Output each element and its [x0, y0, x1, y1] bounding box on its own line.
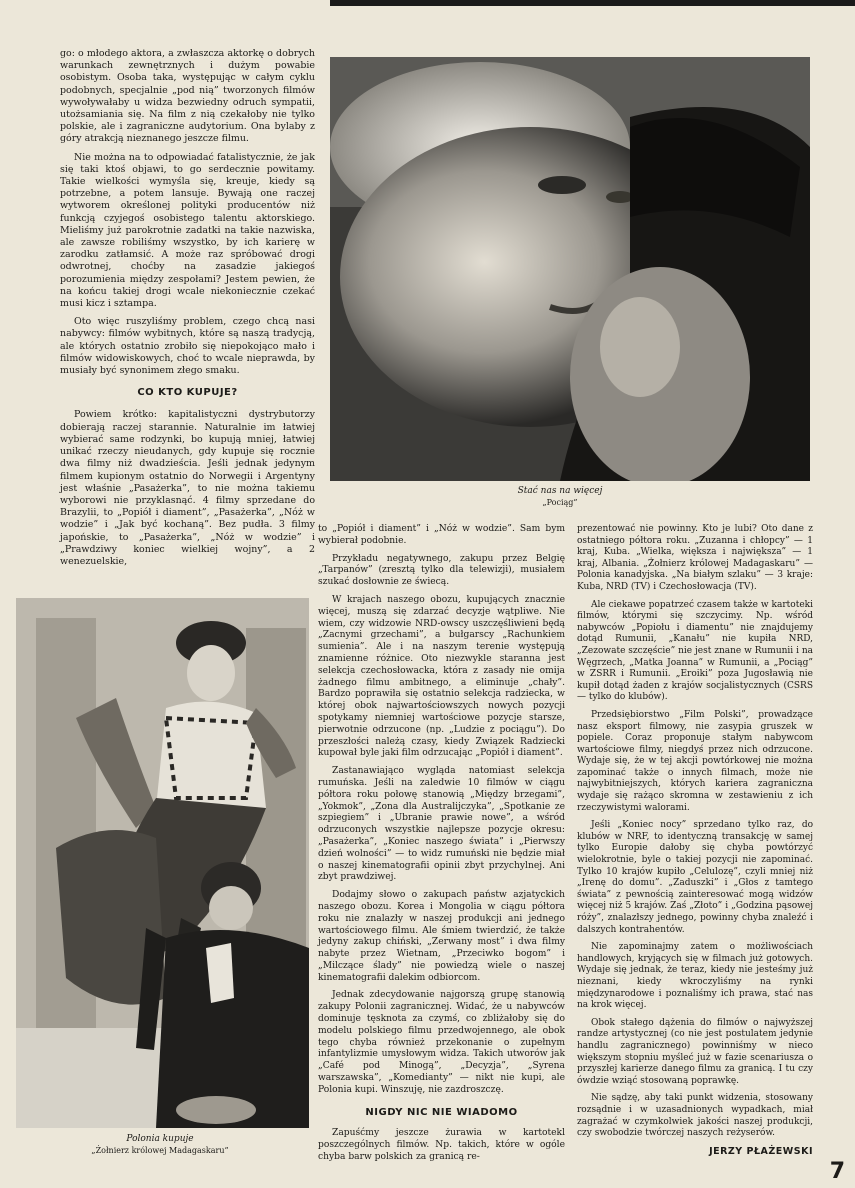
photo-train-film [330, 57, 810, 481]
top-rule [330, 0, 855, 6]
caption-text: Polonia kupuje [126, 1134, 194, 1144]
section-heading: NIGDY NIC NIE WIADOMO [365, 1106, 518, 1118]
paragraph: prezentować nie powinny. Kto je lubi? Oto dane z ostatniego półtora roku. „Zuzanna i chłopcy” — 1 kraj, Kuba. „Wielka, większa i największa” — 1 kraj, Albania. „Żołnierz królowej Madagaskaru” — Polonia kanadyjska. „Na białym szlaku” — 3 kraje: Kuba, NRD (TV) i Czechosłowacja (TV). [577, 524, 813, 592]
caption-film-title: „Pociąg” [542, 498, 578, 507]
caption-film-title: „Żołnierz królowej Madagaskaru” [91, 1146, 229, 1155]
paragraph: Przedsiębiorstwo „Film Polski”, prowadzące nasz eksport filmowy, nie zasypia gruszek w popiele. Coraz proponuje stałym nabywcom wartościowe filmy, niegdyś przez nich odrzucone. Wydaje się, że w tej akcji powtórkowej nie można zapominać także o innych filmach, może nie najwybitniejszych, których kariera zagraniczna wydaje się rażąco skromna w zestawieniu z ich rzeczywistymi walorami. [577, 709, 813, 813]
column-3 [577, 524, 813, 1157]
paragraph: Przykładu negatywnego, zakupu przez Belgię „Tarpanów” (zresztą tylko dla telewizji), musiałem szukać dosłownie ze świecą. [318, 553, 565, 588]
photo-madagascar-film [16, 598, 309, 1128]
photo-caption-1 [460, 486, 660, 508]
paragraph: Oto więc ruszyliśmy problem, czego chcą nasi nabywcy: filmów wybitnych, które są naszą tradycją, ale których ostatnio zrobiło się niepokojąco mało i filmów widowiskowych, choć to wcale nieprawda, by musiały być synonimem złego smaku. [60, 316, 315, 377]
paragraph: Obok stałego dążenia do filmów o najwyższej randze artystycznej (co nie jest postulatem jedynie handlu zagranicznego) powinniśmy w nieco większym stopniu myśleć już w fazie scenariusza o przyszłej karierze danego filmu za granicą. I tu czy ówdzie wziąć stosowaną poprawkę. [577, 1017, 813, 1086]
paragraph: Jeśli „Koniec nocy” sprzedano tylko raz, do klubów w NRF, to identyczną transakcję w samej tylko Europie dałoby się chyba powtórzyć wielokrotnie, byle o takiej pozycji nie zapominać. Tylko 10 krajów kupiło „Celulozę”, czyli mniej niż „Irenę do domu”. „Zaduszki” i „Głos z tamtego świata” z pewnością zainteresować mogą widzów więcej niż 5 krajów. Zaś „Złoto” i „Godzina pąsowej róży”, znalazłszy jednego, powinny chyba znaleźć i dalszych kontrahentów. [577, 820, 813, 935]
caption-text: Stać nas na więcej [517, 486, 603, 496]
paragraph: Nie zapominajmy zatem o możliwościach handlowych, kryjących się w filmach już gotowych. Wydaje się jednak, że teraz, kiedy nie jesteśmy już nieznani, kiedy wkroczyliśmy na rynki międzynarodowe i poznaliśmy ich prawa, stać nas na krok więcej. [577, 942, 813, 1011]
photo-caption-2 [60, 1134, 260, 1156]
paragraph: Nie można na to odpowiadać fatalistycznie, że jak się taki ktoś objawi, to go serdecznie powitamy. Takie wielkości wymyśla się, kreuje, kiedy są potrzebne, a potem lansuje. Bywają one raczej wytworem określonej polityki producentów niż funkcją czyjegoś osobistego talentu aktorskiego. Mieliśmy już parokrotnie zadatki na takie nazwiska, ale zawsze robiliśmy wszystko, by ich karierę w zarodku zatłamsić. A może raz spróbować drogi odwrotnej, choćby na zasadzie jakiegoś porozumienia między zespołami? Jestem pewien, że na końcu takiej drogi wcale niekoniecznie czekać musi kicz i sztampa. [60, 151, 315, 310]
column-1 [60, 48, 315, 574]
column-2 [318, 524, 565, 1170]
photo-kiss-image [330, 57, 810, 481]
paragraph: to „Popiół i diament” i „Nóż w wodzie”. Sam bym wybierał podobnie. [318, 524, 565, 546]
page-number: 7 [829, 1159, 845, 1184]
paragraph: Jednak zdecydowanie najgorszą grupę stanowią zakupy Polonii zagranicznej. Widać, że u nabywców dominuje tęsknota za czymś, co zbliżałoby się do modelu polskiego filmu przedwojennego, ale obok tego chyba również przekonanie o zupełnym infantylizmie umysłowym widza. Takich utworów jak „Café pod Minogą”, „Decyzja”, „Syrena warszawska”, „Komedianty” — nikt nie kupi, ale Polonia kupi. Winszuję, nie zazdroszczę. [318, 990, 565, 1095]
paragraph: go: o młodego aktora, a zwłaszcza aktorkę o dobrych warunkach zewnętrznych i dużym powabie osobistym. Osoba taka, występując w całym cyklu podobnych, specjalnie „pod nią” tworzonych filmów wywoływałaby u widza bezwiedny odruch sympatii, utożsamiania się. Na film z nią czekałoby nie tylko polskie, ale i zagraniczne audytorium. Ona bylaby z góry atrakcją nieznanego jeszcze filmu. [60, 48, 315, 145]
section-heading: CO KTO KUPUJE? [137, 387, 238, 399]
paragraph: Zapuśćmy jeszcze żurawia w kartotekl poszczególnych filmów. Np. takich, które w ogóle chyba barw polskich za granicą re- [318, 1128, 565, 1163]
author-signature: JERZY PŁAŻEWSKI [709, 1145, 813, 1157]
paragraph: Powiem krótko: kapitalistyczni dystrybutorzy dobierają raczej starannie. Naturalnie im łatwiej wybierać same rodzynki, bo kupują mniej, łatwiej unikać rzeczy nieudanych, gdy kupuje się rocznie dwa filmy niż dwadzieścia. Jeśli jednak jedynym filmem kupionym ostatnio do Norwegii i Argentyny jest właśnie „Pasażerka”, to nie można takiemu wyborowi nie przyklasnąć. 4 filmy sprzedane do Brazylii, to „Popiół i diament”, „Pasażerka”, „Nóż w wodzie” i „Jak być kochaną”. Bez pudła. 3 filmy japońskie, to „Pasażerka”, „Nóż w wodzie” i „Prawdziwy koniec wielkiej wojny”, a 2 wenezuelskie, [60, 409, 315, 567]
photo-soldier-image [16, 598, 309, 1128]
paragraph: Dodajmy słowo o zakupach państw azjatyckich naszego obozu. Korea i Mongolia w ciągu półtora roku nie znalazły w naszej produkcji ani jednego wartościowego filmu. Ale śmiem twierdzić, że także jedyny zakup chiński, „Zerwany most” i dwa filmy nabyte przez Wietnam, „Przeciwko bogom” i „Milczące ślady” nie powiedzą wiele o naszej kinematografii dalekim odbiorcom. [318, 890, 565, 983]
paragraph: W krajach naszego obozu, kupujących znacznie więcej, muszą się zdarzać decyzje wątpliwe. Nie wiem, czy widzowie NRD-owscy uszczęśliwieni będą „Zacnymi grzechami”, a bułgarscy „Rachunkiem sumienia”. Ale i na naszym terenie występują znamienne różnice. Oto niezwykle staranna jest selekcja czechosłowacka, która z zasady nie omija żadnego filmu ambitnego, a eliminuje „chały”. Bardzo poprawiła się ostatnio selekcja radziecka, w której obok najwartościowszych nowych pozycji spotykamy niemniej wartościowe pozycje starsze, pierwotnie odrzucone (np. „Ludzie z pociągu”). Do przeszłości należą czasy, kiedy Związek Radziecki kupował byle jaki film odrzucając „Popiół i diament”. [318, 594, 565, 759]
paragraph: Ale ciekawe popatrzeć czasem także w kartoteki filmów, którymi się szczycimy. Np. wśród nabywców „Popiołu i diamentu” nie znajdujemy dotąd Rumunii, „Kanału” nie kupiła NRD, „Zezowate szczęście” nie jest znane w Rumunii i na Węgrzech, „Matka Joanna” w Rumunii, a „Pociąg” w ZSRR i Rumunii. „Eroiki” poza Jugosławią nie kupił dotąd żaden z krajów socjalistycznych (CSRS — tylko do klubów). [577, 599, 813, 703]
paragraph: Zastanawiająco wygląda natomiast selekcja rumuńska. Jeśli na zaledwie 10 filmów w ciągu półtora roku połowę stanowią „Między brzegami”, „Yokmok”, „Zona dla Australijczyka”, „Spotkanie ze szpiegiem” i „Ubranie prawie nowe”, a wśród odrzuconych wszystkie najlepsze pozycje okresu: „Pasażerka”, „Koniec naszego świata” i „Pierwszy dzień wolności” — to widz rumuński nie będzie miał o naszej kinematografii opinii zbyt przychylnej. Ani zbyt prawdziwej. [318, 766, 565, 883]
paragraph: Nie sądzę, aby taki punkt widzenia, stosowany rozsądnie i w uzasadnionych wypadkach, miał zagrażać w czymkolwiek jakości naszej produkcji, czy swobodzie twórczej naszych reżyserów. [577, 1093, 813, 1139]
